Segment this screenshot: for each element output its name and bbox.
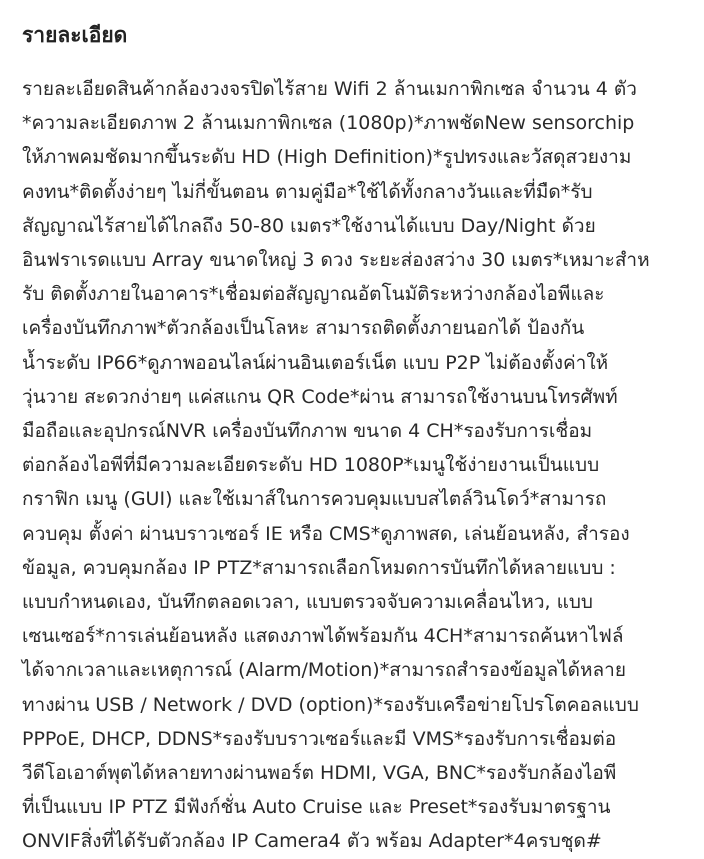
- description-line: ได้จากเวลาและเหตุการณ์ (Alarm/Motion)*สามารถสำรองข้อมูลได้หลาย: [22, 659, 626, 682]
- description-line: เซนเซอร์*การเล่นย้อนหลัง แสดงภาพได้พร้อมกัน 4CH*สามารถค้นหาไฟล์: [22, 625, 624, 648]
- description-line: ทางผ่าน USB / Network / DVD (option)*รองรับเครือข่ายโปรโตคอลแบบ: [22, 693, 639, 716]
- description-line: ต่อกล้องไอพีที่มีความละเอียดระดับ HD 1080P*เมนูใช้ง่ายงานเป็นแบบ: [22, 454, 600, 477]
- description-line: รายละเอียดสินค้ากล้องวงจรปิดไร้สาย Wifi 2 ล้านเมกาพิกเซล จำนวน 4 ตัว: [22, 78, 637, 100]
- description-line: อินฟราเรดแบบ Array ขนาดใหญ่ 3 ดวง ระยะส่องสว่าง 30 เมตร*เหมาะสำห: [22, 249, 650, 272]
- description-line: วีดีโอเอาต์พุตได้หลายทางผ่านพอร์ต HDMI, VGA, BNC*รองรับกล้องไอพี: [22, 762, 617, 785]
- description-line: น้ำระดับ IP66*ดูภาพออนไลน์ผ่านอินเตอร์เน็ต แบบ P2P ไม่ต้องตั้งค่าให้: [22, 351, 609, 374]
- description-line: ONVIFสิ่งที่ได้รับตัวกล้อง IP Camera4 ตัว พร้อม Adapter*4ครบชุด#: [22, 830, 602, 853]
- description-line: ที่เป็นแบบ IP PTZ มีฟังก์ชั่น Auto Cruise และ Preset*รองรับมาตรฐาน: [22, 796, 611, 819]
- description-line: กราฟิก เมนู (GUI) และใช้เมาส์ในการควบคุมแบบสไตล์วินโดว์*สามารถ: [22, 488, 607, 511]
- description-line: มือถือและอุปกรณ์NVR เครื่องบันทึกภาพ ขนาด 4 CH*รองรับการเชื่อม: [22, 420, 593, 443]
- description-line: ควบคุม ตั้งค่า ผ่านบราวเซอร์ IE หรือ CMS*ดูภาพสด, เล่นย้อนหลัง, สำรอง: [22, 522, 630, 545]
- description-line: รับ ติดตั้งภายในอาคาร*เชื่อมต่อสัญญาณอัตโนมัติระหว่างกล้องไอพีและ: [22, 283, 605, 306]
- details-heading: รายละเอียด: [22, 23, 128, 47]
- description-line: PPPoE, DHCP, DDNS*รองรับบราวเซอร์และมี VMS*รองรับการเชื่อมต่อ: [22, 727, 617, 750]
- description-line: แบบกำหนดเอง, บันทึกตลอดเวลา, แบบตรวจจับความเคลื่อนไหว, แบบ: [22, 591, 593, 614]
- description-line: *ความละเอียดภาพ 2 ล้านเมกาพิกเซล (1080p)*ภาพชัดNew sensorchip: [22, 112, 635, 135]
- description-line: ให้ภาพคมชัดมากขึ้นระดับ HD (High Definition)*รูปทรงและวัสดุสวยงาม: [22, 146, 632, 169]
- description-line: ข้อมูล, ควบคุมกล้อง IP PTZ*สามารถเลือกโหมดการบันทึกได้หลายแบบ :: [22, 556, 616, 579]
- description-line: สัญญาณไร้สายได้ไกลถึง 50-80 เมตร*ใช้งานได้แบบ Day/Night ด้วย: [22, 214, 596, 237]
- description-line: คงทน*ติดตั้งง่ายๆ ไม่กี่ขั้นตอน ตามคู่มือ*ใช้ได้ทั้งกลางวันและที่มืด*รับ: [22, 180, 593, 203]
- description-line: วุ่นวาย สะดวกง่ายๆ แค่สแกน QR Code*ผ่าน สามารถใช้งานบนโทรศัพท์: [22, 385, 618, 408]
- product-description: [22, 72, 686, 859]
- description-line: เครื่องบันทึกภาพ*ตัวกล้องเป็นโลหะ สามารถติดตั้งภายนอกได้ ป้องกัน: [22, 317, 585, 340]
